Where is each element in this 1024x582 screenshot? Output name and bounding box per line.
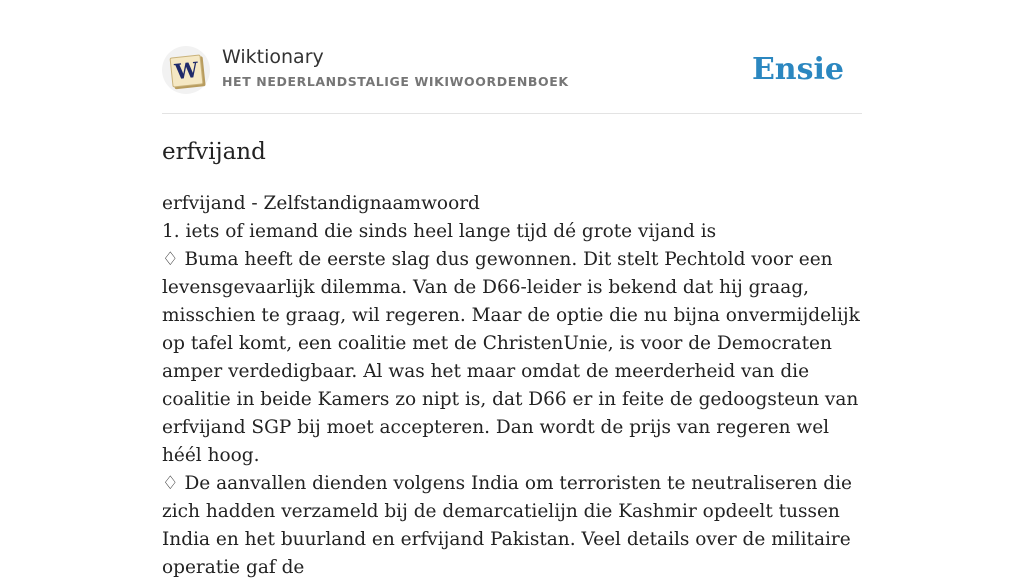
- example-sentence: ♢ De aanvallen dienden volgens India om terroristen te neutraliseren die zich hadden verzameld bij de demarcatielijn die Kashmir opdeelt tussen India en het buurland en erfvijand Pakistan. Veel details over de militaire operatie gaf de: [162, 473, 852, 578]
- logo-letter: W: [173, 56, 200, 85]
- definition: 1. iets of iemand die sinds heel lange tijd dé grote vijand is: [162, 221, 717, 242]
- header-divider: [162, 113, 862, 114]
- logo-tile-icon: [170, 54, 204, 87]
- site-name[interactable]: Wiktionary: [222, 46, 324, 68]
- site-subtitle: HET NEDERLANDSTALIGE WIKIWOORDENBOEK: [222, 74, 569, 89]
- wiktionary-logo[interactable]: [162, 46, 210, 94]
- entry-content: [162, 190, 866, 582]
- ensie-brand-link[interactable]: Ensie: [751, 52, 844, 87]
- page-title: erfvijand: [162, 139, 266, 165]
- part-of-speech-line: erfvijand - Zelfstandignaamwoord: [162, 193, 480, 214]
- site-header: [162, 44, 862, 98]
- example-sentence: ♢ Buma heeft de eerste slag dus gewonnen. Dit stelt Pechtold voor een levensgevaarlijk dilemma. Van de D66-leider is bekend dat hij graag, misschien te graag, wil regeren. Maar de optie die nu bijna onvermijdelijk op tafel komt, een coalitie met de ChristenUnie, is voor de Democraten amper verdedigbaar. Al was het maar omdat de meerderheid van die coalitie in beide Kamers zo nipt is, dat D66 er in feite de gedoogsteun van erfvijand SGP bij moet accepteren. Dan wordt de prijs van regeren wel héél hoog.: [162, 249, 860, 466]
